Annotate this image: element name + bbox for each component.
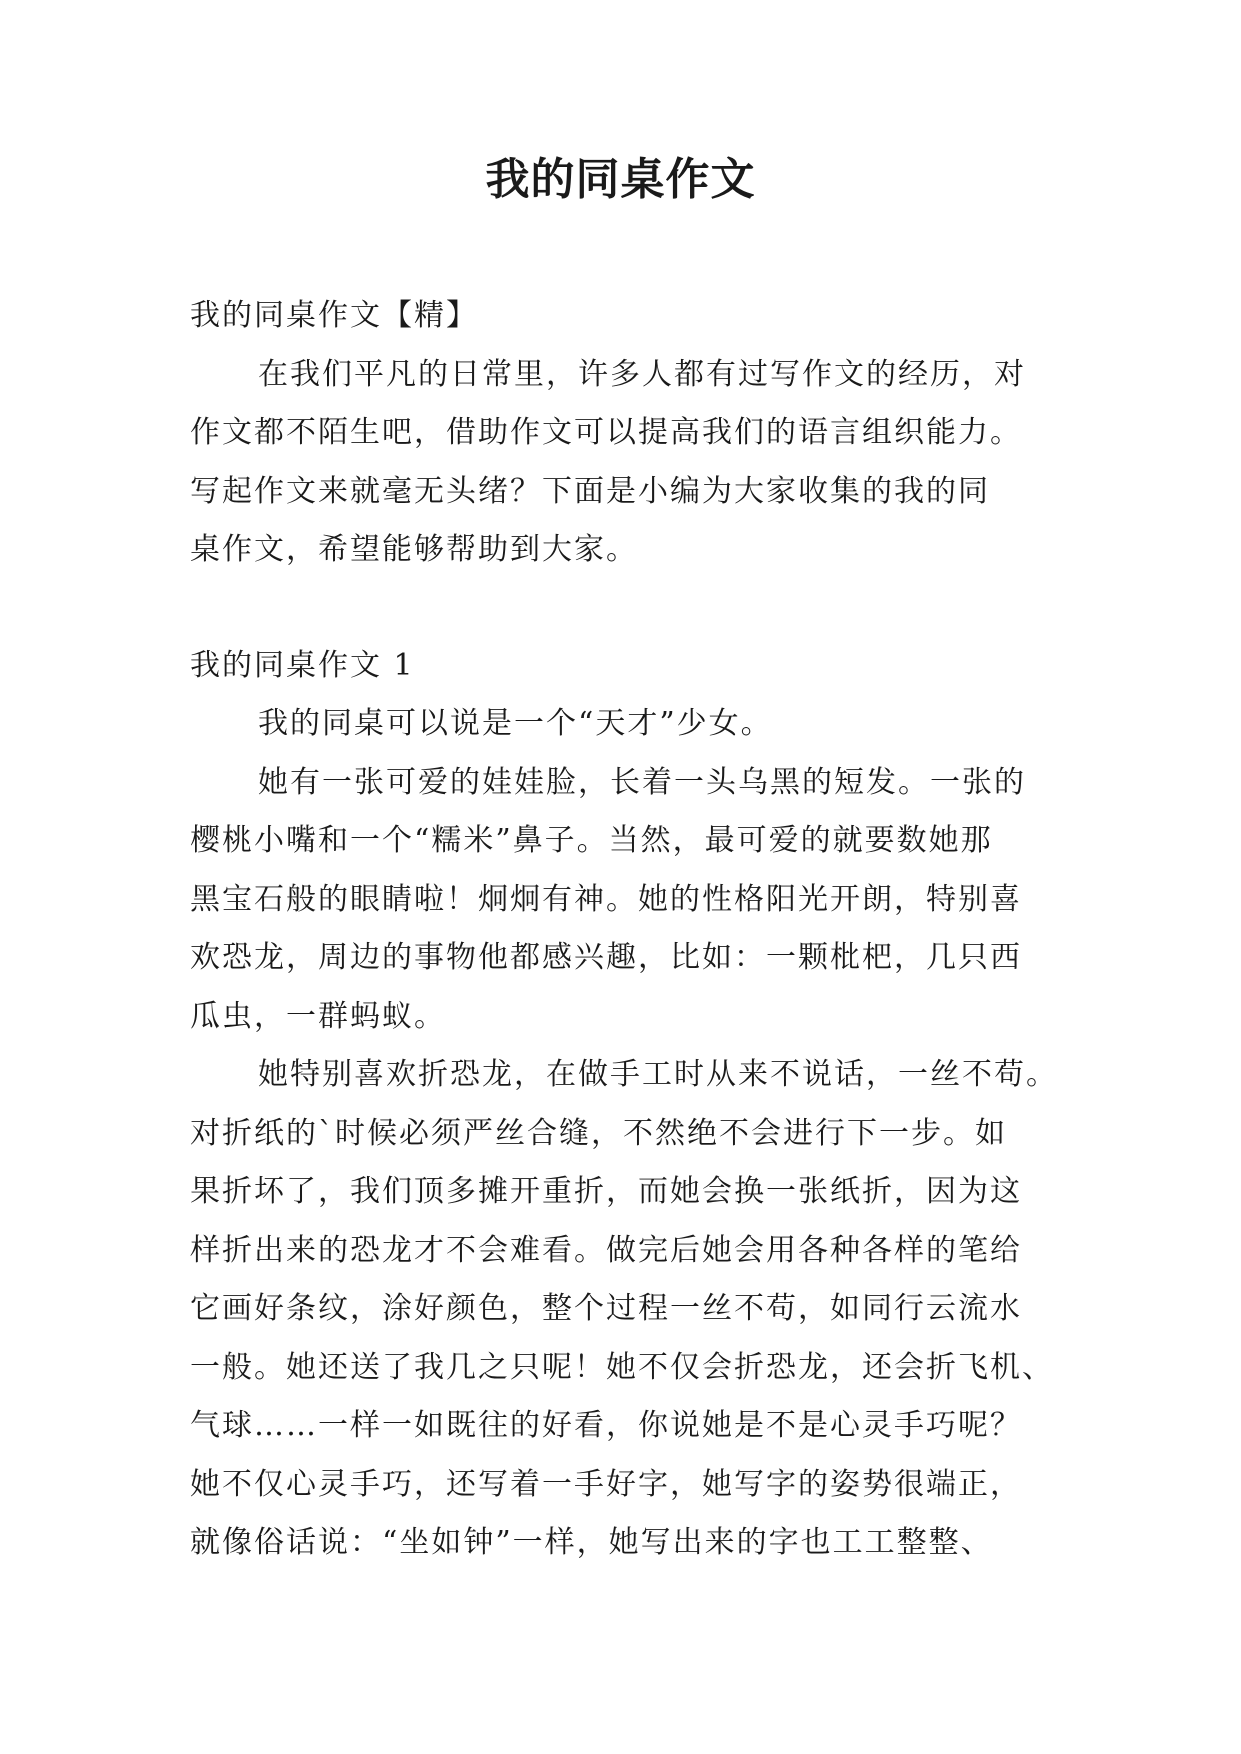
document-body — [190, 287, 1070, 1573]
text-line: 她有一张可爱的娃娃脸，长着一头乌黑的短发。一张的 — [258, 764, 1026, 800]
text-line: 就像俗话说：“坐如钟”一样，她写出来的字也工工整整、 — [190, 1525, 993, 1560]
text-line: 瓜虫，一群蚂蚁。 — [190, 998, 446, 1034]
paragraph — [190, 754, 1070, 1047]
paragraph — [190, 1046, 1070, 1573]
text-line: 样折出来的恐龙才不会难看。做完后她会用各种各样的笔给 — [190, 1232, 1022, 1268]
text-line: 写起作文来就毫无头绪？下面是小编为大家收集的我的同 — [190, 473, 990, 509]
text-line: 樱桃小嘴和一个“糯米”鼻子。当然，最可爱的就要数她那 — [190, 823, 993, 858]
text-line: 对折纸的`时候必须严丝合缝，不然绝不会进行下一步。如 — [190, 1115, 1007, 1151]
text-line: 一般。她还送了我几之只呢！她不仅会折恐龙，还会折飞机、 — [190, 1349, 1054, 1385]
text-line: 作文都不陌生吧，借助作文可以提高我们的语言组织能力。 — [190, 415, 1022, 450]
paragraph — [190, 695, 1070, 754]
section-heading: 我的同桌作文 1 — [190, 647, 415, 683]
text-line: 气球……一样一如既往的好看，你说她是不是心灵手巧呢？ — [190, 1408, 1022, 1443]
text-line: 她特别喜欢折恐龙，在做手工时从来不说话，一丝不苟。 — [258, 1057, 1058, 1092]
text-line: 黑宝石般的眼睛啦！炯炯有神。她的性格阳光开朗，特别喜 — [190, 881, 1022, 917]
text-line: 果折坏了，我们顶多摊开重折，而她会换一张纸折，因为这 — [190, 1174, 1022, 1209]
document-title: 我的同桌作文 — [485, 154, 756, 205]
text-line: 她不仅心灵手巧，还写着一手好字，她写字的姿势很端正， — [190, 1466, 1022, 1502]
text-line: 我的同桌可以说是一个“天才”少女。 — [258, 706, 773, 741]
paragraph-spacer — [190, 580, 1070, 637]
text-line: 欢恐龙，周边的事物他都感兴趣，比如：一颗枇杷，几只西 — [190, 940, 1022, 975]
text-line: 桌作文，希望能够帮助到大家。 — [190, 532, 638, 567]
text-line: 在我们平凡的日常里，许多人都有过写作文的经历，对 — [258, 356, 1026, 392]
text-line: 它画好条纹，涂好颜色，整个过程一丝不苟，如同行云流水 — [190, 1291, 1022, 1326]
article-heading: 我的同桌作文【精】 — [190, 298, 478, 333]
intro-paragraph — [190, 346, 1070, 580]
